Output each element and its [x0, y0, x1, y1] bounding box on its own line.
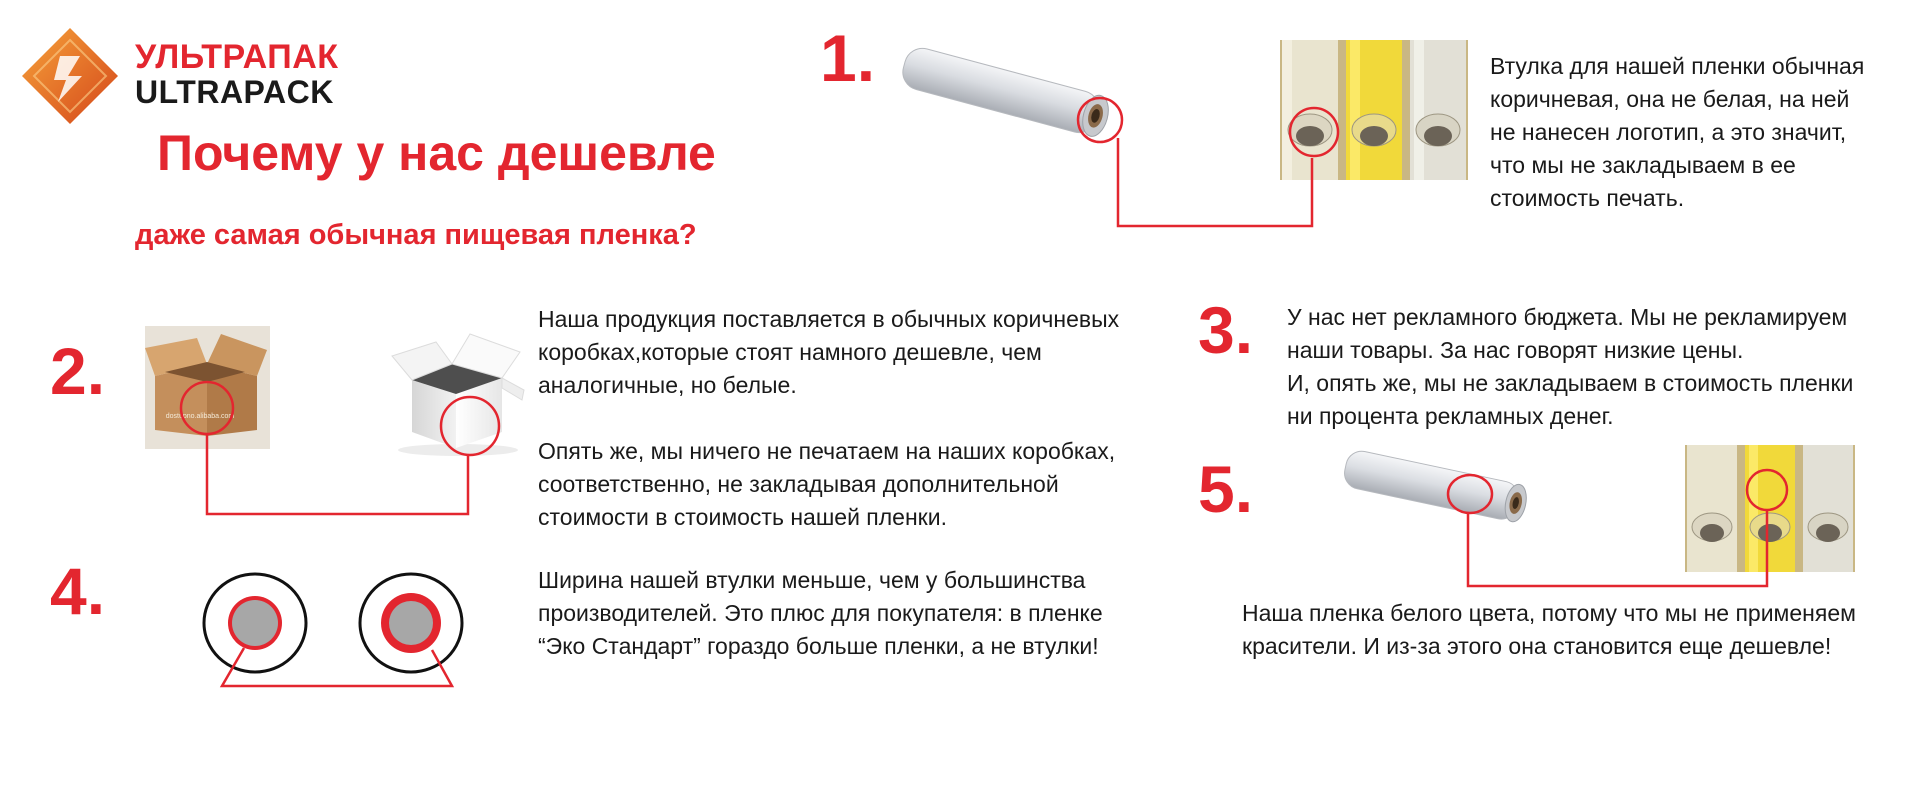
brand-name-en: ULTRAPACK [135, 74, 334, 110]
section-2-number: 2. [50, 334, 106, 408]
section-1-text: Втулка для нашей пленки обычная коричневая, она не белая, на ней не нанесен логотип, а это значит, что мы не закладываем в ее стоимость печать. [1490, 53, 1865, 211]
section-3-number: 3. [1198, 293, 1254, 367]
box-watermark: dostupno.alibaba.com [165, 413, 235, 420]
section-3-text: У нас нет рекламного бюджета. Мы не рекламируем наши товары. За нас говорят низкие цены. И, опять же, мы не закладываем в стоимость пленки ни процента рекламных денег. [1287, 304, 1854, 429]
section-4-text: Ширина нашей втулки меньше, чем у большинства производителей. Это плюс для покупателя: в пленке “Эко Стандарт” гораздо больше пленки, а не втулки! [538, 567, 1103, 659]
page-title: Почему у нас дешевле [157, 125, 716, 181]
page-subtitle: даже самая обычная пищевая пленка? [135, 219, 697, 251]
brand-name-ru: УЛЬТРАПАК [135, 38, 339, 76]
section-5-number: 5. [1198, 452, 1254, 526]
section-1-number: 1. [820, 21, 876, 95]
section-4-number: 4. [50, 554, 106, 628]
section-5-text: Наша пленка белого цвета, потому что мы не применяем красители. И из-за этого она становится еще дешевле! [1242, 600, 1856, 659]
section-2-text: Наша продукция поставляется в обычных коричневых коробках,которые стоят намного дешевле, чем аналогичные, но белые. Опять же, мы ничего не печатаем на наших коробках, соответственно, не закладывая дополнительной стоимости в стоимость нашей пленки. [538, 306, 1120, 530]
